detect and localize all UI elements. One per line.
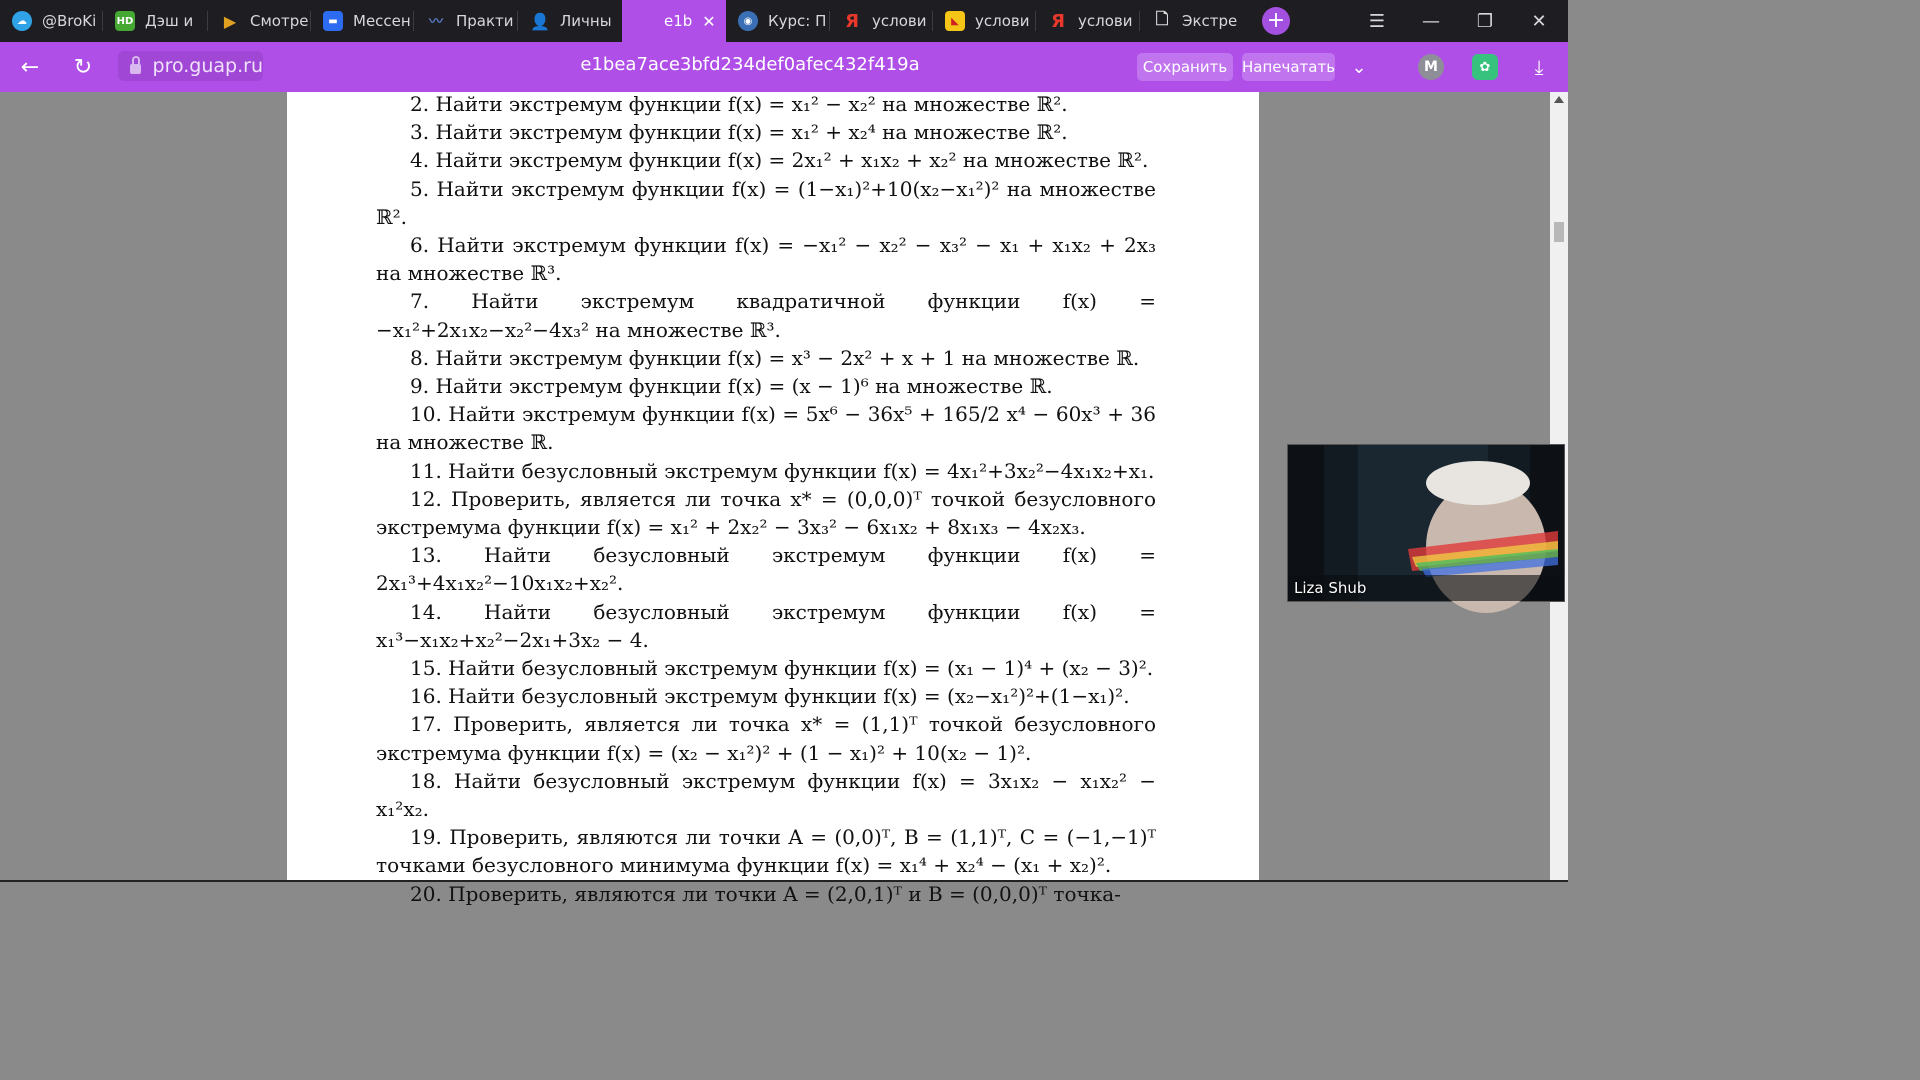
tab-10[interactable] [1036, 0, 1140, 42]
tab-label: услови [1078, 12, 1133, 30]
tab-label: услови [872, 12, 927, 30]
tab-label: @BroKi [42, 12, 97, 30]
tab-label: Мессен [353, 12, 411, 30]
download-icon[interactable]: ⤓ [1534, 55, 1544, 79]
problem-item: 2. Найти экстремум функции f(x) = x₁² − x₂² на множестве ℝ². [410, 92, 1068, 116]
video-call-window[interactable] [1287, 444, 1565, 602]
problem-item: 4. Найти экстремум функции f(x) = 2x₁² + x₁x₂ + x₂² на множестве ℝ². [410, 148, 1149, 173]
tab-label: Курс: П [768, 12, 827, 30]
user-icon: 👤 [530, 11, 550, 31]
extension-icon[interactable]: ✿ [1472, 54, 1498, 80]
problem-item: 13. Найти безусловный экстремум функции f(x) = 2x₁³+4x₁x₂²−10x₁x₂+x₂². [376, 543, 1156, 596]
problem-item: 19. Проверить, являются ли точки A = (0,0)ᵀ, B = (1,1)ᵀ, C = (−1,−1)ᵀ точками безусловного минимума функции f(x) = x₁⁴ + x₂⁴ − (x₁ + x₂)². [376, 825, 1156, 878]
close-tab-icon[interactable]: ✕ [702, 11, 716, 31]
problem-item: 12. Проверить, является ли точка x* = (0,0,0)ᵀ точкой безусловного экстремума функции f(x) = x₁² + 2x₂² − 3x₃² − 6x₁x₂ + 8x₁x₃ − 4x₂x₃. [376, 486, 1156, 540]
yandex-images-icon: ◣ [945, 11, 965, 31]
menu-icon[interactable]: ☰ [1368, 10, 1386, 32]
wave-icon: 〰 [426, 11, 446, 31]
tab-4[interactable] [414, 0, 518, 42]
tab-label: e1b [664, 12, 693, 30]
avatar[interactable]: M [1418, 54, 1444, 80]
problem-item: 17. Проверить, является ли точка x* = (1,1)ᵀ точкой безусловного экстремума функции f(x) = (x₂ − x₁²)² + (1 − x₁)² + 10(x₂ − 1)². [376, 712, 1156, 765]
tab-label: Экстре [1182, 12, 1238, 30]
problem-item: 11. Найти безусловный экстремум функции f(x) = 4x₁²+3x₂²−4x₁x₂+x₁. [410, 458, 1155, 483]
back-arrow-icon[interactable]: ← [20, 54, 40, 80]
window-bottom-border [0, 880, 1568, 882]
tab-label: Смотре [250, 12, 309, 30]
tab-active[interactable] [622, 0, 726, 42]
save-button[interactable]: Сохранить [1137, 53, 1233, 81]
tab-0[interactable] [0, 0, 103, 42]
new-tab-button[interactable]: + [1262, 7, 1290, 35]
chevron-down-icon[interactable]: ⌄ [1351, 56, 1367, 78]
tab-1[interactable] [103, 0, 208, 42]
document-page [287, 92, 1259, 906]
url-field[interactable] [118, 51, 263, 81]
address-bar [0, 42, 1568, 92]
print-button[interactable]: Напечатать [1242, 53, 1335, 81]
tab-8[interactable] [830, 0, 933, 42]
url-domain: pro.guap.ru [152, 55, 263, 77]
tab-2[interactable] [208, 0, 311, 42]
scrollbar-thumb[interactable] [1554, 222, 1564, 242]
problem-item: 14. Найти безусловный экстремум функции f(x) = x₁³−x₁x₂+x₂²−2x₁+3x₂ − 4. [376, 599, 1156, 652]
hd-icon: HD [115, 11, 135, 31]
problem-item: 10. Найти экстремум функции f(x) = 5x⁶ − 36x⁵ + 165/2 x⁴ − 60x³ + 36 на множестве ℝ. [376, 402, 1156, 455]
messenger-icon: ▬ [323, 11, 343, 31]
tab-5[interactable] [518, 0, 622, 42]
yandex-icon: Я [1048, 11, 1068, 31]
problem-item: 9. Найти экстремум функции f(x) = (x − 1)⁶ на множестве ℝ. [410, 374, 1053, 399]
restore-icon[interactable]: ❐ [1476, 10, 1494, 32]
problem-item: 3. Найти экстремум функции f(x) = x₁² + x₂⁴ на множестве ℝ². [410, 120, 1068, 145]
minimize-icon[interactable]: — [1422, 10, 1440, 32]
problem-item: 20. Проверить, являются ли точки A = (2,0,1)ᵀ и B = (0,0,0)ᵀ точка- [410, 881, 1121, 906]
problem-item: 15. Найти безусловный экстремум функции f(x) = (x₁ − 1)⁴ + (x₂ − 3)². [410, 656, 1154, 681]
chat-bubble-icon: ☁ [12, 11, 32, 31]
tab-label: Практи [456, 12, 514, 30]
tab-bar [0, 0, 1568, 42]
tab-label: Дэш и [145, 12, 194, 30]
tab-label: Личны [560, 12, 612, 30]
tab-3[interactable] [311, 0, 414, 42]
webcam-feed [1288, 445, 1564, 601]
yandex-icon: Я [842, 11, 862, 31]
problem-item: 18. Найти безусловный экстремум функции f(x) = 3x₁x₂ − x₁x₂² − x₁²x₂. [376, 768, 1156, 822]
page-title: e1bea7ace3bfd234def0afec432f419a [580, 54, 920, 75]
globe-icon: ◉ [738, 11, 758, 31]
problem-item: 5. Найти экстремум функции f(x) = (1−x₁)²+10(x₂−x₁²)² на множестве ℝ². [376, 176, 1156, 229]
problem-item: 8. Найти экстремум функции f(x) = x³ − 2x² + x + 1 на множестве ℝ. [410, 345, 1140, 370]
tab-7[interactable] [726, 0, 830, 42]
lock-icon [130, 64, 141, 74]
tab-label: услови [975, 12, 1030, 30]
participant-name: Liza Shub [1294, 579, 1367, 597]
problem-list [376, 90, 1156, 908]
document-icon: 🗋 [1152, 11, 1172, 31]
problem-item: 6. Найти экстремум функции f(x) = −x₁² − x₂² − x₃² − x₁ + x₁x₂ + 2x₃ на множестве ℝ³. [376, 233, 1156, 286]
scroll-up-icon[interactable] [1554, 96, 1564, 103]
problem-item: 7. Найти экстремум квадратичной функции f(x) = −x₁²+2x₁x₂−x₂²−4x₃² на множестве ℝ³. [376, 289, 1156, 342]
close-window-icon[interactable]: ✕ [1531, 10, 1547, 32]
tab-9[interactable] [933, 0, 1036, 42]
reload-icon[interactable]: ↻ [73, 54, 93, 80]
play-icon: ▶ [220, 11, 240, 31]
tab-11[interactable] [1140, 0, 1243, 42]
problem-item: 16. Найти безусловный экстремум функции f(x) = (x₂−x₁²)²+(1−x₁)². [410, 684, 1130, 709]
